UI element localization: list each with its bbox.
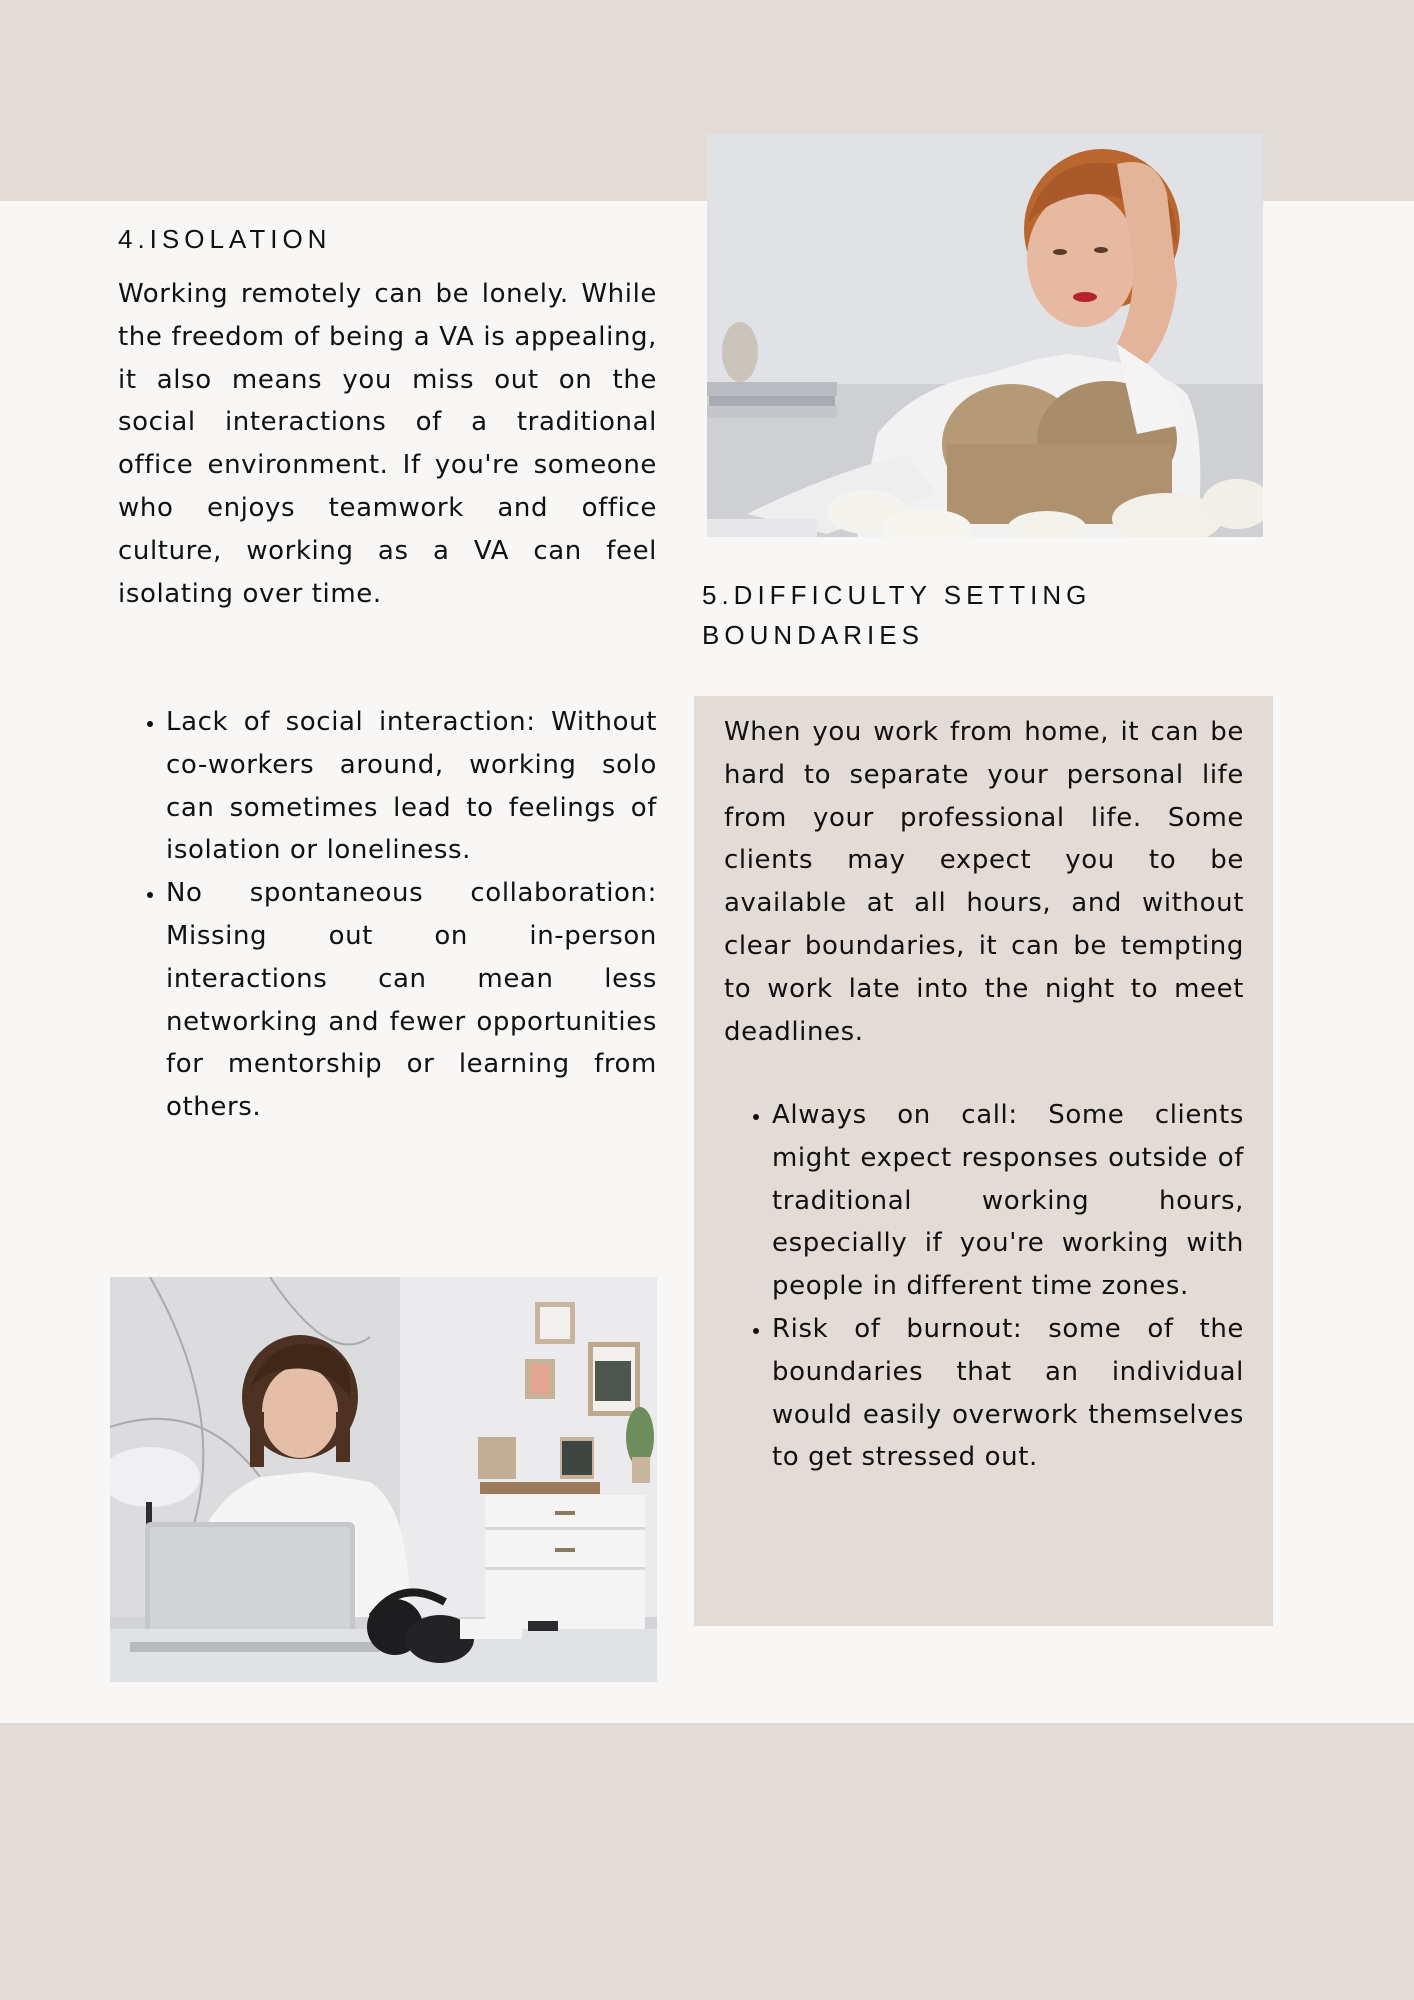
boundaries-bullet-list [724,1094,1244,1479]
boundaries-heading-line-1: 5.DIFFICULTY SETTING [702,580,1092,610]
isolation-heading: 4.ISOLATION [118,224,332,254]
list-item: • Lack of social interaction: Without co-workers around, working solo can sometimes lead to feelings of isolation or loneliness. [166,701,657,872]
isolation-bullet-list [118,701,657,1129]
boundaries-heading [702,575,1262,655]
boundaries-heading-line-2: BOUNDARIES [702,620,924,650]
list-item: • No spontaneous collaboration: Missing out on in-person interactions can mean less networking and fewer opportunities for mentorship or learning from others. [166,872,657,1129]
boundaries-body: When you work from home, it can be hard to separate your personal life from your professional life. Some clients may expect you to be available at all hours, and without clear boundaries, it can be tempting to work late into the night to meet deadlines. [724,717,1244,1047]
stressed-woman-photo [707,134,1263,537]
list-item: • Always on call: Some clients might expect responses outside of traditional working hours, especially if you're working with people in different time zones. [772,1094,1244,1308]
list-item: • Risk of burnout: some of the boundaries that an individual would easily overwork themselves to get stressed out. [772,1308,1244,1479]
woman-laptop-photo [110,1277,657,1682]
isolation-body: Working remotely can be lonely. While the freedom of being a VA is appealing, it also means you miss out on the social interactions of a traditional office environment. If you're someone who enjoys teamwork and office culture, working as a VA can feel isolating over time. [118,279,657,609]
